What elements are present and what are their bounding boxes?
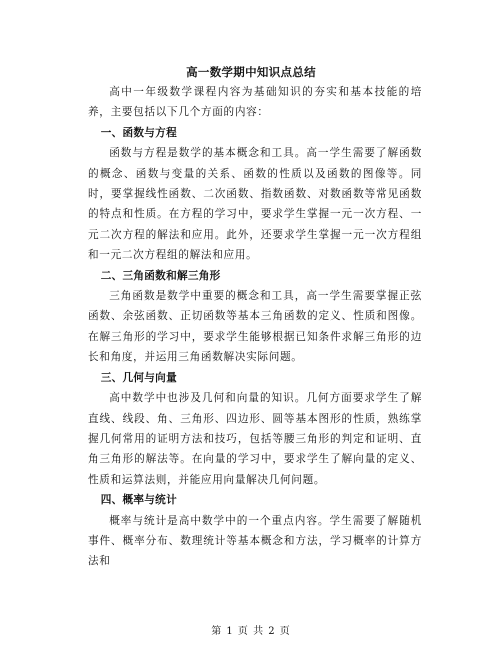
section-functions (88, 123, 422, 266)
section-probability-statistics (88, 490, 422, 572)
section-geometry-vectors (88, 368, 422, 490)
section-trigonometry (88, 266, 422, 368)
document-body (88, 82, 422, 572)
section-heading: 二、三角函数和解三角形 (100, 269, 221, 282)
section-heading: 三、几何与向量 (100, 371, 177, 384)
section-paragraph: 函数与方程是数学的基本概念和工具。高一学生需要了解函数的概念、函数与变量的关系、函数的性质以及函数的图像等。同时，要掌握线性函数、二次函数、指数函数、对数函数等常见函数的特点和性质。在方程的学习中，要求学生掌握一元一次方程、一元二次方程的解法和应用。此外，还要求学生掌握一元一次方程组和一元二次方程组的解法和应用。 (88, 147, 422, 262)
document-title: 高一数学期中知识点总结 (186, 65, 316, 79)
section-paragraph: 三角函数是数学中重要的概念和工具，高一学生需要掌握正弦函数、余弦函数、正切函数等基本三角函数的定义、性质和图像。在解三角形的学习中，要求学生能够根据已知条件求解三角形的边长和角度，并运用三角函数解决实际问题。 (88, 290, 422, 364)
section-heading: 一、函数与方程 (100, 126, 177, 139)
section-paragraph: 概率与统计是高中数学中的一个重点内容。学生需要了解随机事件、概率分布、数理统计等基本概念和方法，学习概率的计算方法和 (88, 514, 422, 568)
page-footer: 第 1 页 共 2 页 (211, 626, 291, 637)
section-heading: 四、概率与统计 (100, 494, 177, 507)
section-paragraph: 高中数学中也涉及几何和向量的知识。几何方面要求学生了解直线、线段、角、三角形、四边形、圆等基本图形的性质，熟练掌握几何常用的证明方法和技巧，包括等腰三角形的判定和证明、直角三角形的解法等。在向量的学习中，要求学生了解向量的定义、性质和运算法则，并能应用向量解决几何问题。 (88, 392, 422, 486)
intro-paragraph: 高中一年级数学课程内容为基础知识的夯实和基本技能的培养，主要包括以下几个方面的内容： (88, 86, 422, 119)
